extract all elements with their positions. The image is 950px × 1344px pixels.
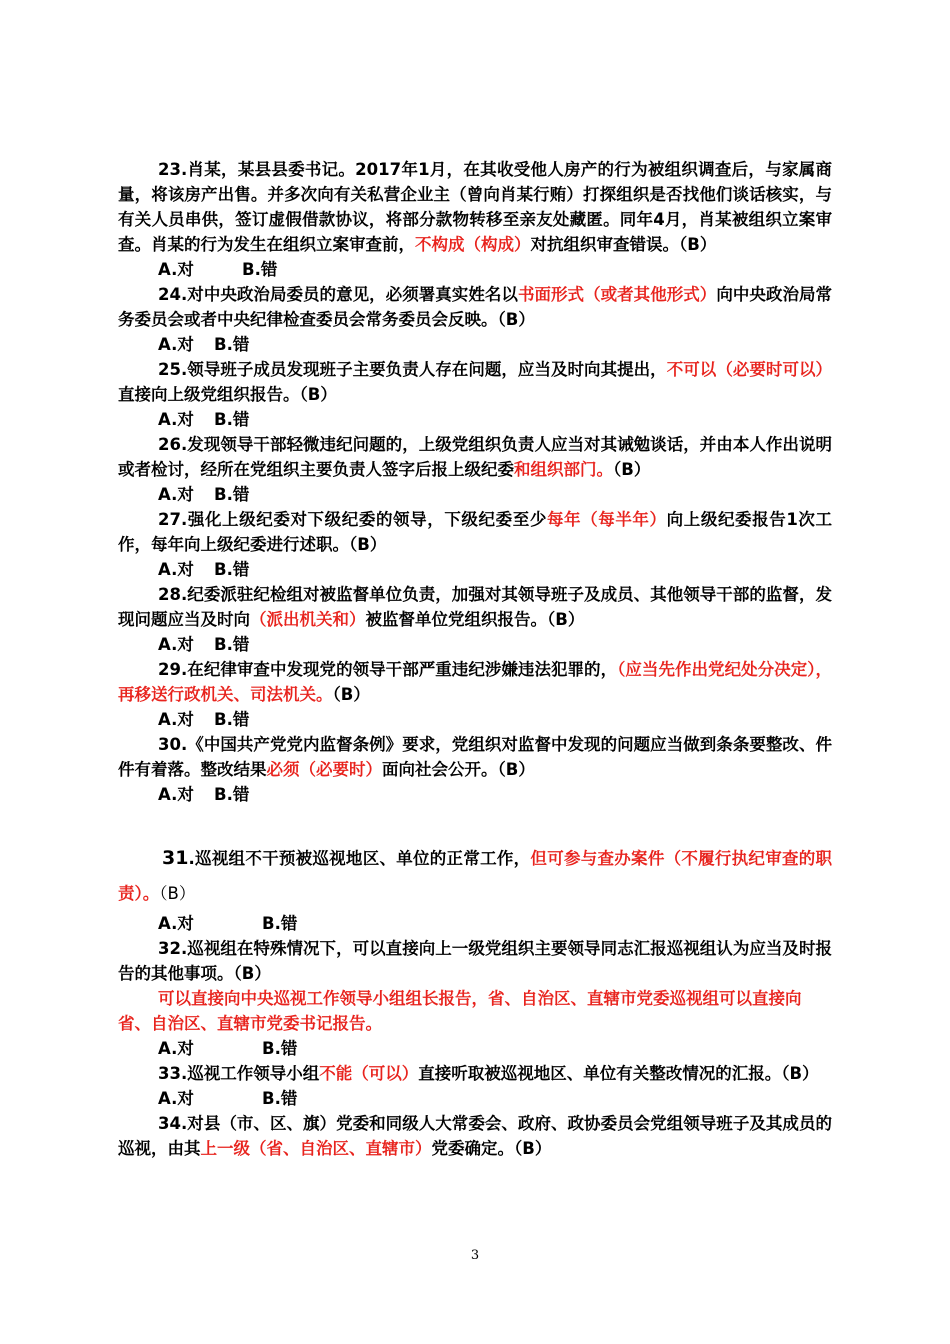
question-26: 26.发现领导干部轻微违纪问题的，上级党组织负责人应当对其诫勉谈话，并由本人作出说明或者检讨，经所在党组织主要负责人签字后报上级纪委和组织部门。（B） bbox=[118, 435, 832, 479]
page-number: 3 bbox=[470, 1248, 480, 1263]
question-31: 31.巡视组不干预被巡视地区、单位的正常工作，但可参与查办案件（不履行执纪审查的职责）。（B） bbox=[118, 847, 833, 903]
section-gap bbox=[118, 807, 832, 841]
option-a[interactable]: A.对 bbox=[158, 1039, 194, 1058]
options-33 bbox=[158, 1086, 832, 1111]
option-a[interactable]: A.对 bbox=[158, 410, 194, 429]
answer-note-32: 可以直接向中央巡视工作领导小组组长报告，省、自治区、直辖市党委巡视组可以直接向省、自治区、直辖市党委书记报告。 bbox=[118, 989, 802, 1033]
options-31 bbox=[158, 911, 832, 936]
option-b[interactable]: B.错 bbox=[214, 560, 250, 579]
options-28 bbox=[158, 632, 832, 657]
option-a[interactable]: A.对 bbox=[158, 260, 194, 279]
question-27: 27.强化上级纪委对下级纪委的领导，下级纪委至少每年（每半年）向上级纪委报告1次工作，每年向上级纪委进行述职。（B） bbox=[118, 510, 833, 554]
question-25: 25.领导班子成员发现班子主要负责人存在问题，应当及时向其提出，不可以（必要时可以）直接向上级党组织报告。（B） bbox=[118, 360, 833, 404]
option-a[interactable]: A.对 bbox=[158, 635, 194, 654]
options-23 bbox=[158, 257, 832, 282]
options-26 bbox=[158, 482, 832, 507]
option-b[interactable]: B.错 bbox=[214, 785, 250, 804]
question-34: 34.对县（市、区、旗）党委和同级人大常委会、政府、政协委员会党组领导班子及其成员的巡视，由其上一级（省、自治区、直辖市）党委确定。（B） bbox=[118, 1114, 832, 1158]
options-32 bbox=[158, 1036, 832, 1061]
option-a[interactable]: A.对 bbox=[158, 710, 194, 729]
question-24: 24.对中央政治局委员的意见，必须署真实姓名以书面形式（或者其他形式）向中央政治局常务委员会或者中央纪律检查委员会常务委员会反映。（B） bbox=[118, 285, 833, 329]
option-b[interactable]: B.错 bbox=[242, 260, 278, 279]
question-30: 30.《中国共产党党内监督条例》要求，党组织对监督中发现的问题应当做到条条要整改、件件有着落。整改结果必须（必要时）面向社会公开。（B） bbox=[118, 735, 832, 779]
options-30 bbox=[158, 782, 832, 807]
question-33: 33.巡视工作领导小组不能（可以）直接听取被巡视地区、单位有关整改情况的汇报。（B） bbox=[158, 1064, 819, 1083]
option-b[interactable]: B.错 bbox=[214, 635, 250, 654]
question-28: 28.纪委派驻纪检组对被监督单位负责，加强对其领导班子及成员、其他领导干部的监督，发现问题应当及时向（派出机关和）被监督单位党组织报告。（B） bbox=[118, 585, 832, 629]
options-25 bbox=[158, 407, 832, 432]
question-list bbox=[118, 157, 832, 1161]
option-b[interactable]: B.错 bbox=[214, 335, 250, 354]
options-24 bbox=[158, 332, 832, 357]
option-a[interactable]: A.对 bbox=[158, 560, 194, 579]
option-b[interactable]: B.错 bbox=[262, 1089, 298, 1108]
option-a[interactable]: A.对 bbox=[158, 485, 194, 504]
option-a[interactable]: A.对 bbox=[158, 785, 194, 804]
option-b[interactable]: B.错 bbox=[214, 410, 250, 429]
question-23: 23.肖某，某县县委书记。2017年1月，在其收受他人房产的行为被组织调查后，与家属商量，将该房产出售。并多次向有关私营企业主（曾向肖某行贿）打探组织是否找他们谈话核实，与有关人员串供，签订虚假借款协议，将部分款物转移至亲友处藏匿。同年4月，肖某被组织立案审查。肖某的行为发生在组织立案审查前，不构成（构成）对抗组织审查错误。（B） bbox=[118, 160, 832, 254]
option-b[interactable]: B.错 bbox=[262, 914, 298, 933]
option-a[interactable]: A.对 bbox=[158, 335, 194, 354]
option-b[interactable]: B.错 bbox=[214, 710, 250, 729]
question-29: 29.在纪律审查中发现党的领导干部严重违纪涉嫌违法犯罪的，（应当先作出党纪处分决定），再移送行政机关、司法机关。（B） bbox=[118, 660, 832, 704]
option-a[interactable]: A.对 bbox=[158, 914, 194, 933]
options-29 bbox=[158, 707, 832, 732]
option-a[interactable]: A.对 bbox=[158, 1089, 194, 1108]
option-b[interactable]: B.错 bbox=[214, 485, 250, 504]
question-32: 32.巡视组在特殊情况下，可以直接向上一级党组织主要领导同志汇报巡视组认为应当及时报告的其他事项。（B） bbox=[118, 939, 832, 983]
option-b[interactable]: B.错 bbox=[262, 1039, 298, 1058]
options-27 bbox=[158, 557, 832, 582]
